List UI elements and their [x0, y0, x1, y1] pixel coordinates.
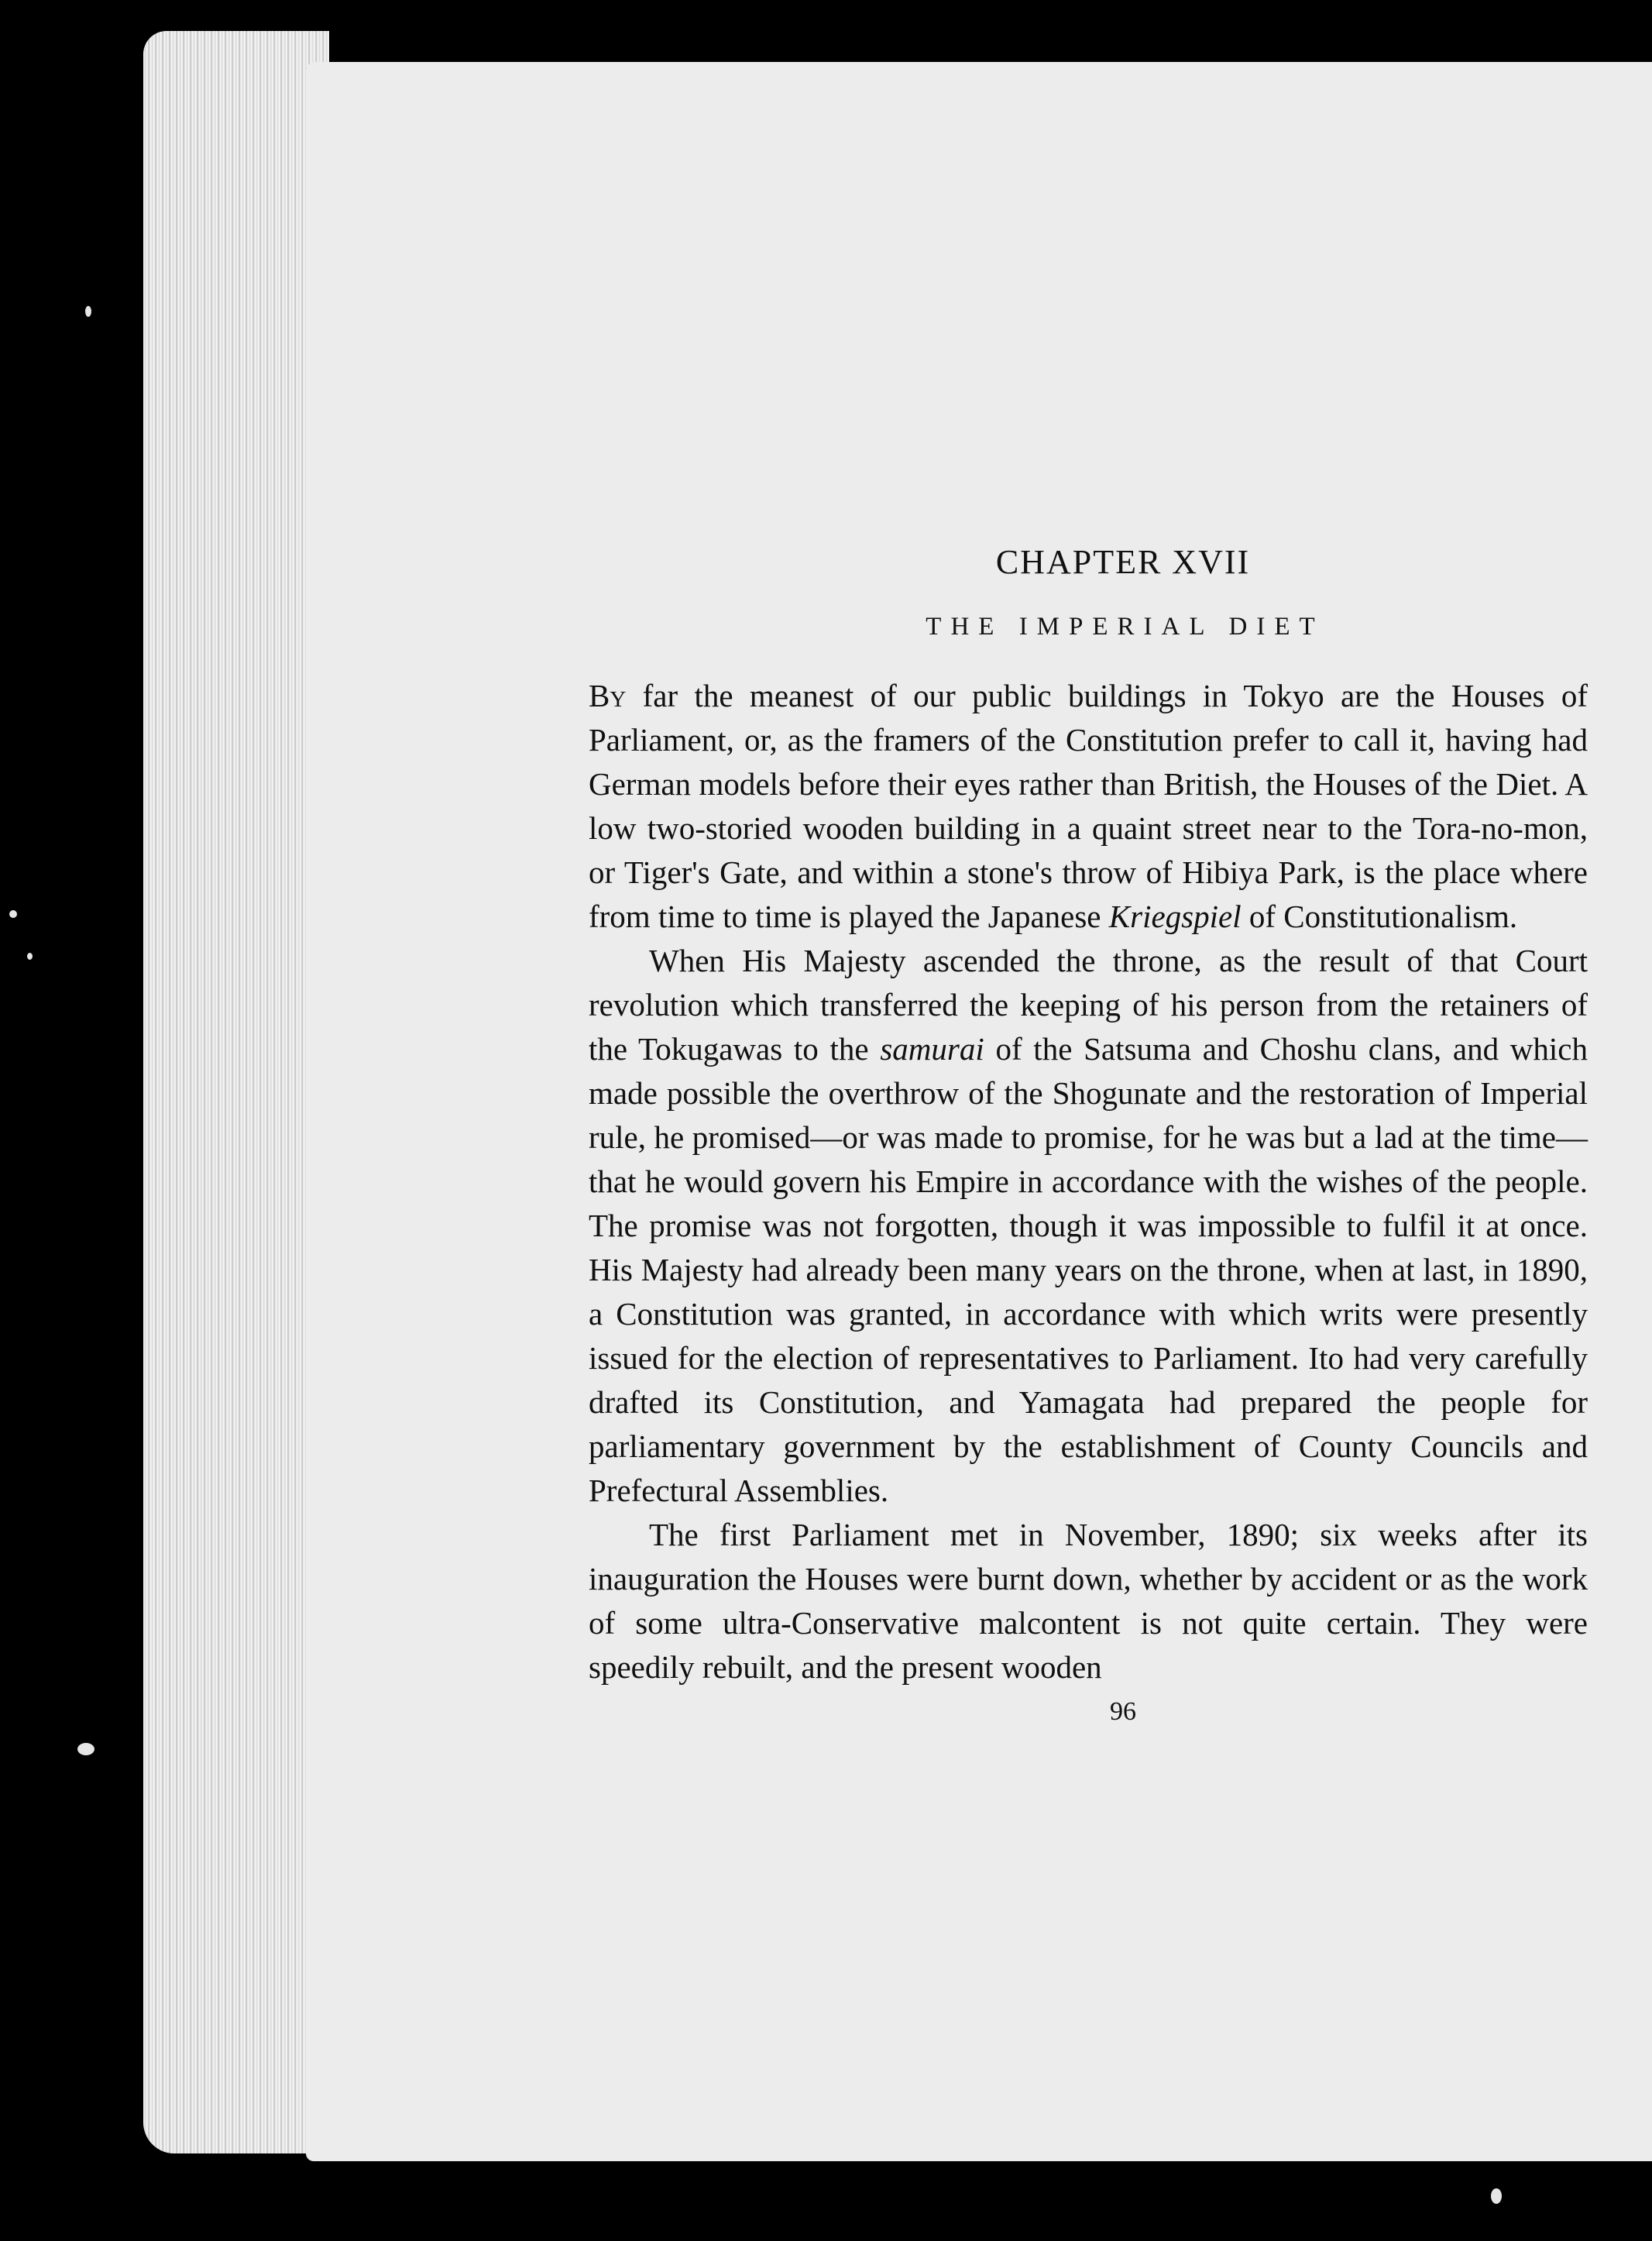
- paragraph-2: [589, 939, 1588, 1513]
- paragraph-text-after: of Constitutionalism.: [1241, 899, 1518, 934]
- paragraph-text-after: of the Satsuma and Choshu clans, and which made possible the overthrow of the Shogunate and the restoration of Imperial rule, he promised—or was made to promise, for he was but a lad at the time—that he would govern his Empire in accordance with the wishes of the people. The promise was not forgotten, though it was impossible to fulfil it at once. His Majesty had already been many years on the throne, when at last, in 1890, a Constitution was granted, in accordance with which writs were presently issued for the election of representatives to Parliament. Ito had very carefully drafted its Constitution, and Yamagata had prepared the people for parliamentary government by the establishment of County Councils and Prefectural Assemblies.: [589, 1031, 1588, 1508]
- scan-speck: [9, 910, 17, 918]
- page-text: [589, 542, 1588, 1727]
- paragraph-3: [589, 1513, 1588, 1689]
- paragraph-text: The first Parliament met in November, 1890; six weeks after its inauguration the Houses were burnt down, whether by accident or as the work of some ultra-Conservative malcontent is not quite certain. They were speedily rebuilt, and the present wooden: [589, 1517, 1588, 1685]
- scan-speck: [85, 306, 91, 317]
- paragraph-text: far the meanest of our public buildings in Tokyo are the Houses of Parliament, or, as the framers of the Constitution prefer to call it, having had German models before their eyes rather than British, the Houses of the Diet. A low two-storied wooden building in a quaint street near to the Tora-no-mon, or Tiger's Gate, and within a stone's throw of Hibiya Park, is the place where from time to time is played the Japanese: [589, 678, 1588, 934]
- paragraph-1: [589, 674, 1588, 939]
- page-number: 96: [1110, 1697, 1136, 1726]
- chapter-title: THE IMPERIAL DIET: [926, 613, 1324, 641]
- scan-speck: [77, 1743, 94, 1755]
- chapter-heading: CHAPTER XVII: [995, 543, 1251, 581]
- italic-term: Kriegspiel: [1108, 899, 1242, 934]
- page-edges: [143, 31, 329, 2153]
- scan-speck: [27, 953, 33, 960]
- lead-word: By: [589, 678, 627, 713]
- italic-term: samurai: [880, 1031, 984, 1067]
- scan-speck: [1491, 2188, 1502, 2204]
- paragraph-text: When His Majesty ascended the throne, as the result of that Court revolution which transferred the keeping of his person from the retainers of the Tokugawas to the: [589, 943, 1588, 1067]
